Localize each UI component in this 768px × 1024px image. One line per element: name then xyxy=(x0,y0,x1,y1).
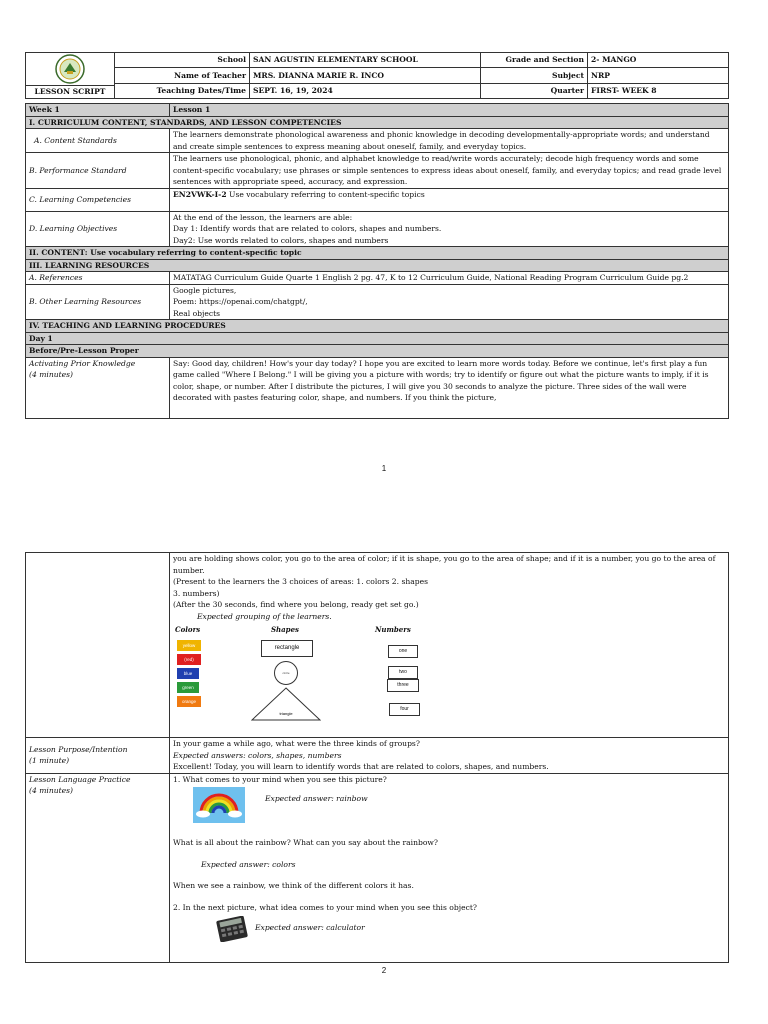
school-seal-icon xyxy=(53,54,87,84)
color-swatches xyxy=(177,640,201,710)
learning-objectives-label: D. Learning Objectives xyxy=(26,211,170,247)
quarter-label: Quarter xyxy=(481,83,588,98)
activity-name: Lesson Language Practice xyxy=(29,774,131,784)
grouping-figure xyxy=(173,624,725,724)
references-label: A. References xyxy=(26,272,170,285)
shapes-heading: Shapes xyxy=(271,625,299,634)
purpose-question: In your game a while ago, what were the three kinds of groups? xyxy=(173,739,420,748)
triangle-label: triangle xyxy=(279,711,293,716)
rainbow-icon xyxy=(193,787,245,827)
activity-name: Lesson Purpose/Intention xyxy=(29,744,128,754)
lesson-table-page1 xyxy=(25,103,729,419)
color-swatch-green: green xyxy=(177,682,199,693)
number-box-four: four xyxy=(389,703,420,716)
teacher-label: Name of Teacher xyxy=(115,68,250,83)
resource-line: Google pictures, xyxy=(173,285,237,295)
references-text: MATATAG Curriculum Guide Quarte 1 English 2 pg. 47, K to 12 Curriculum Guide, National Reading Program Curriculum Guide pg.2 xyxy=(170,272,729,285)
lesson-script-label: LESSON SCRIPT xyxy=(26,85,114,98)
resource-line: Real objects xyxy=(173,308,221,318)
learning-objectives-text xyxy=(170,211,729,247)
calculator-row xyxy=(173,916,725,944)
activity-time: (1 minute) xyxy=(29,756,70,766)
activity-time: (4 minutes) xyxy=(29,370,74,379)
teacher-value: MRS. DIANNA MARIE R. INCO xyxy=(250,68,481,83)
shape-circle xyxy=(274,661,298,685)
color-swatch-yellow: yellow xyxy=(177,640,201,651)
header-table xyxy=(25,52,729,99)
other-resources-label: B. Other Learning Resources xyxy=(26,284,170,320)
continuation-label-cell xyxy=(26,553,170,738)
week-label: Week 1 xyxy=(26,104,170,117)
page-number-1: 1 xyxy=(381,464,387,473)
expected-grouping-label: Expected grouping of the learners. xyxy=(197,611,332,621)
rainbow-statement: When we see a rainbow, we think of the different colors it has. xyxy=(173,881,414,890)
performance-standard-text: The learners use phonological, phonic, and alphabet knowledge to read/write words accurately; decode high frequency words and some content-specific vocabulary; use phrases or simple sentences to express ideas about oneself, family, and everyday topics; and read grade level sentences with appropriate speed, accuracy, and expression. xyxy=(170,153,729,189)
objectives-line: Day2: Use words related to colors, shapes and numbers xyxy=(173,235,389,245)
section-3-heading: III. LEARNING RESOURCES xyxy=(26,259,729,272)
lesson-table-page2 xyxy=(25,552,729,963)
objectives-line: At the end of the lesson, the learners are able: xyxy=(173,212,353,222)
content-standards-text: The learners demonstrate phonological awareness and phonic knowledge in decoding developmentally-appropriate words; and understand and create simple sentences to express meaning about oneself, family, and everyday topics. xyxy=(170,129,729,153)
subject-value: NRP xyxy=(588,68,729,83)
continuation-text: (After the 30 seconds, find where you belong, ready get set go.) xyxy=(173,600,419,609)
activity-continuation xyxy=(170,553,729,738)
day-1-heading: Day 1 xyxy=(26,332,729,345)
activity-name: Activating Prior Knowledge xyxy=(29,358,136,368)
color-swatch-orange: orange xyxy=(177,696,201,707)
continuation-text: 3. numbers) xyxy=(173,588,220,598)
continuation-text: (Present to the learners the 3 choices of areas: 1. colors 2. shapes xyxy=(173,577,429,586)
lesson-purpose-text xyxy=(170,738,729,774)
resource-line: Poem: https://openai.com/chatgpt/, xyxy=(173,297,308,306)
dates-label: Teaching Dates/Time xyxy=(115,83,250,98)
number-box-one: one xyxy=(388,645,418,658)
quarter-value: FIRST- WEEK 8 xyxy=(588,83,729,98)
logo-cell xyxy=(26,53,115,99)
grade-label: Grade and Section xyxy=(481,53,588,68)
competency-code: EN2VWK-I-2 xyxy=(173,189,227,199)
question-1: 1. What comes to your mind when you see this picture? xyxy=(173,774,387,784)
grade-value: 2- MANGO xyxy=(588,53,729,68)
color-swatch-red: (red) xyxy=(177,654,201,665)
learning-competencies-text xyxy=(170,188,729,211)
number-box-three: three xyxy=(387,679,419,692)
content-standards-label: A. Content Standards xyxy=(26,129,170,153)
other-resources-text xyxy=(170,284,729,320)
number-box-two: two xyxy=(388,666,418,679)
calculator-icon xyxy=(215,916,249,942)
week-row xyxy=(26,104,729,117)
purpose-statement: Excellent! Today, you will learn to identify words that are related to colors, shapes, and numbers. xyxy=(173,762,549,771)
question-1b: What is all about the rainbow? What can you say about the rainbow? xyxy=(173,838,439,847)
lesson-language-practice-text xyxy=(170,773,729,962)
subject-label: Subject xyxy=(481,68,588,83)
before-lesson-heading: Before/Pre-Lesson Proper xyxy=(26,345,729,358)
school-value: SAN AGUSTIN ELEMENTARY SCHOOL xyxy=(250,53,481,68)
activating-prior-knowledge-label xyxy=(26,357,170,418)
circle-label: circle xyxy=(282,671,290,675)
competency-text: Use vocabulary referring to content-specific topics xyxy=(226,189,425,199)
answer-colors: Expected answer: colors xyxy=(201,859,296,869)
activating-prior-knowledge-text: Say: Good day, children! How's your day today? I hope you are excited to learn more words today. Before we continue, let's first play a fun game called "Where I Belong." I will be giving you a picture with words; try to identify or figure out what the picture wants to imply, if it is color, shape, or number. After I distribute the pictures, I will give you 30 seconds to analyze the picture. Three sides of the wall were decorated with pastes featuring color, shape, and numbers. If you think the picture, xyxy=(170,357,729,418)
performance-standard-label: B. Performance Standard xyxy=(26,153,170,189)
colors-heading: Colors xyxy=(175,625,201,634)
lesson-purpose-label xyxy=(26,738,170,774)
rainbow-row xyxy=(173,785,725,829)
section-4-heading: IV. TEACHING AND LEARNING PROCEDURES xyxy=(26,320,729,333)
color-swatch-blue: blue xyxy=(177,668,199,679)
continuation-text: you are holding shows color, you go to the area of color; if it is shape, you go to the area of shape; and if it is a number, you go to the area of number. xyxy=(173,554,716,575)
numbers-heading: Numbers xyxy=(375,625,411,634)
objectives-line: Day 1: Identify words that are related to colors, shapes and numbers. xyxy=(173,224,442,233)
dates-value: SEPT. 16, 19, 2024 xyxy=(250,83,481,98)
shape-triangle xyxy=(251,687,321,721)
section-2-heading: II. CONTENT: Use vocabulary referring to content-specific topic xyxy=(26,247,729,260)
shape-rectangle: rectangle xyxy=(261,640,313,657)
purpose-expected-answer: Expected answers: colors, shapes, numbers xyxy=(173,750,342,760)
activity-time: (4 minutes) xyxy=(29,786,74,795)
question-2: 2. In the next picture, what idea comes to your mind when you see this object? xyxy=(173,902,477,912)
answer-rainbow: Expected answer: rainbow xyxy=(265,794,368,803)
lesson-label: Lesson 1 xyxy=(170,104,729,117)
lesson-language-practice-label xyxy=(26,773,170,962)
page-number-2: 2 xyxy=(381,966,387,975)
section-1-heading: I. CURRICULUM CONTENT, STANDARDS, AND LESSON COMPETENCIES xyxy=(26,116,729,129)
learning-competencies-label: C. Learning Competencies xyxy=(26,188,170,211)
school-label: School xyxy=(115,53,250,68)
answer-calculator: Expected answer: calculator xyxy=(255,923,365,932)
